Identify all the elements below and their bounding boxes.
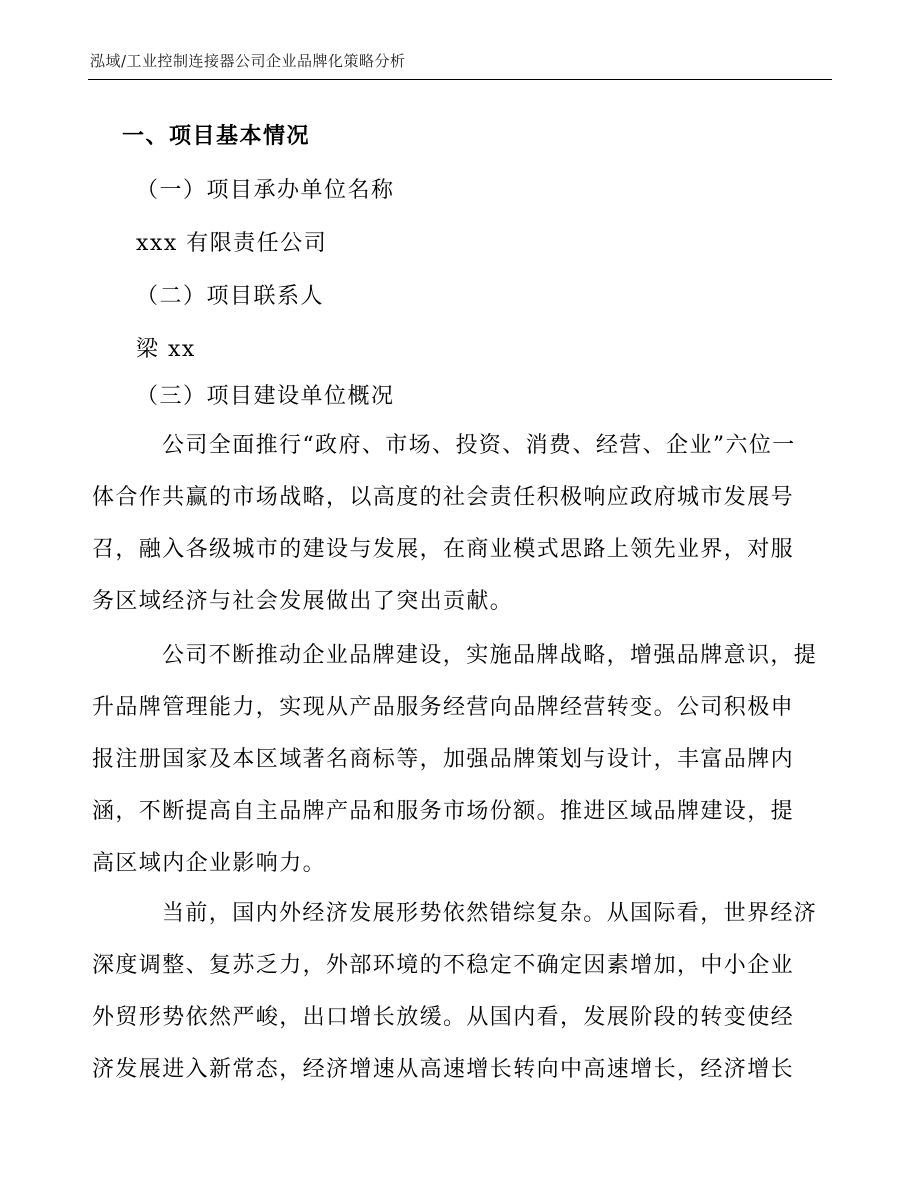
- paragraph-line: 涵，不断提高自主品牌产品和服务市场份额。推进区域品牌建设，提: [92, 799, 795, 824]
- company-name: xxx 有限责任公司: [136, 231, 328, 256]
- paragraph-economy: [92, 888, 818, 1096]
- paragraph-line: 报注册国家及本区域著名商标等，加强品牌策划与设计，丰富品牌内: [92, 747, 795, 772]
- paragraph-line: 深度调整、复苏乏力，外部环境的不稳定不确定因素增加，中小企业: [92, 953, 795, 978]
- paragraph-line: 济发展进入新常态，经济增速从高速增长转向中高速增长，经济增长: [92, 1057, 795, 1082]
- paragraph-branding: [92, 630, 818, 890]
- paragraph-line: 外贸形势依然严峻，出口增长放缓。从国内看，发展阶段的转变使经: [92, 1005, 795, 1030]
- paragraph-line: 公司不断推动企业品牌建设，实施品牌战略，增强品牌意识，提: [162, 643, 818, 668]
- subheading-overview: （三）项目建设单位概况: [136, 384, 395, 409]
- contact-name: 梁 xx: [136, 337, 196, 362]
- section-heading: 一、项目基本情况: [122, 124, 311, 149]
- paragraph-line: 高区域内企业影响力。: [92, 851, 327, 876]
- paragraph-line: 当前，国内外经济发展形势依然错综复杂。从国际看，世界经济: [162, 901, 818, 926]
- header-divider: [88, 79, 832, 80]
- paragraph-line: 体合作共赢的市场战略，以高度的社会责任积极响应政府城市发展号: [92, 485, 795, 510]
- paragraph-strategy: [92, 420, 816, 628]
- paragraph-line: 召，融入各级城市的建设与发展，在商业模式思路上领先业界，对服: [92, 537, 795, 562]
- subheading-contact: （二）项目联系人: [136, 284, 325, 309]
- paragraph-line: 公司全面推行“政府、市场、投资、消费、经营、企业”六位一: [162, 433, 796, 458]
- paragraph-line: 务区域经济与社会发展做出了突出贡献。: [92, 589, 514, 614]
- subheading-applicant: （一）项目承办单位名称: [136, 178, 395, 203]
- running-header: 泓域/工业控制连接器公司企业品牌化策略分析: [90, 52, 406, 70]
- paragraph-line: 升品牌管理能力，实现从产品服务经营向品牌经营转变。公司积极申: [92, 695, 795, 720]
